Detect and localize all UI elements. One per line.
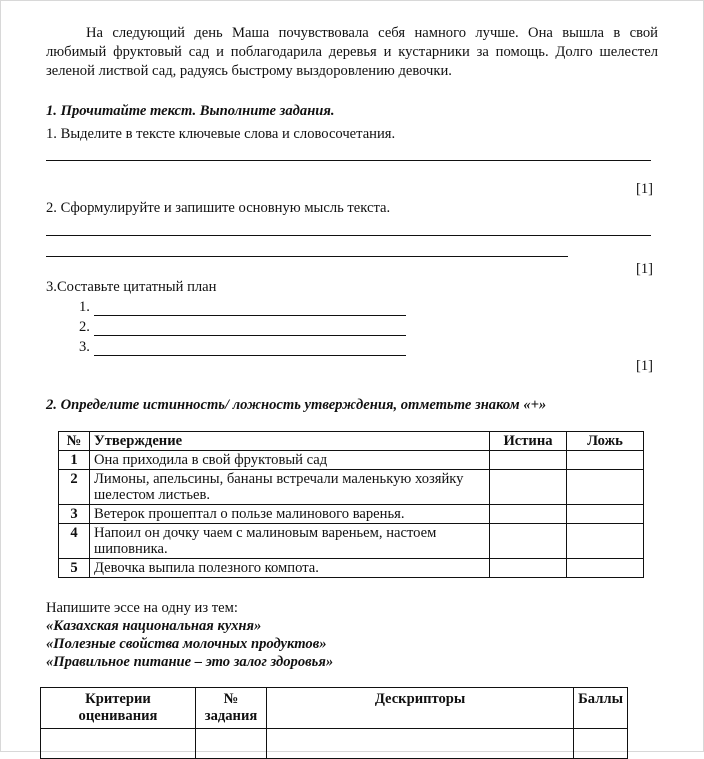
plan-item-line[interactable] xyxy=(94,355,406,356)
table-header-row xyxy=(59,432,644,451)
task2-text: 2. Сформулируйте и запишите основную мысль текста. xyxy=(46,200,391,216)
table-row xyxy=(59,451,644,470)
criteria-table xyxy=(40,687,628,759)
section1-heading: 1. Прочитайте текст. Выполните задания. xyxy=(46,103,335,119)
true-cell[interactable] xyxy=(490,505,567,524)
plan-item-number: 3. xyxy=(79,339,90,355)
header-task-number: № задания xyxy=(196,688,267,729)
criteria-cell xyxy=(574,729,628,759)
header-statement: Утверждение xyxy=(90,432,490,451)
plan-item-line[interactable] xyxy=(94,315,406,316)
header-descriptors: Дескрипторы xyxy=(267,688,574,729)
true-cell[interactable] xyxy=(490,470,567,505)
task3-score: [1] xyxy=(636,358,654,374)
header-number: № xyxy=(59,432,90,451)
table-header-row xyxy=(41,688,628,729)
essay-topic: «Правильное питание – это залог здоровья» xyxy=(46,654,334,670)
answer-line[interactable] xyxy=(46,235,651,236)
criteria-cell xyxy=(41,729,196,759)
row-statement: Лимоны, апельсины, бананы встречали маленькую хозяйку шелестом листьев. xyxy=(90,470,490,505)
criteria-cell xyxy=(267,729,574,759)
false-cell[interactable] xyxy=(567,470,644,505)
plan-item-line[interactable] xyxy=(94,335,406,336)
false-cell[interactable] xyxy=(567,451,644,470)
row-number: 5 xyxy=(59,559,90,578)
essay-topic: «Полезные свойства молочных продуктов» xyxy=(46,636,327,652)
plan-item-number: 2. xyxy=(79,319,90,335)
false-cell[interactable] xyxy=(567,524,644,559)
true-cell[interactable] xyxy=(490,559,567,578)
header-true: Истина xyxy=(490,432,567,451)
task1-score: [1] xyxy=(636,181,654,197)
essay-intro: Напишите эссе на одну из тем: xyxy=(46,600,238,616)
row-number: 3 xyxy=(59,505,90,524)
header-false: Ложь xyxy=(567,432,644,451)
essay-topic: «Казахская национальная кухня» xyxy=(46,618,262,634)
plan-item-number: 1. xyxy=(79,299,90,315)
table-row xyxy=(59,559,644,578)
answer-line[interactable] xyxy=(46,160,651,161)
row-statement: Девочка выпила полезного компота. xyxy=(90,559,490,578)
table-row xyxy=(59,470,644,505)
table-row xyxy=(41,729,628,759)
answer-line[interactable] xyxy=(46,256,568,257)
row-number: 4 xyxy=(59,524,90,559)
true-cell[interactable] xyxy=(490,451,567,470)
story-paragraph: На следующий день Маша почувствовала себя намного лучше. Она вышла в свой любимый фруктовый сад и поблагодарила деревья и кустарники за помощь. Долго шелестел зеленой листвой сад, радуясь быстрому выздоровлению девочки. xyxy=(46,25,658,79)
table-row xyxy=(59,505,644,524)
row-statement: Она приходила в свой фруктовый сад xyxy=(90,451,490,470)
true-false-table xyxy=(58,431,644,578)
row-number: 2 xyxy=(59,470,90,505)
false-cell[interactable] xyxy=(567,505,644,524)
header-points: Баллы xyxy=(574,688,628,729)
header-criteria: Критерии оценивания xyxy=(41,688,196,729)
row-number: 1 xyxy=(59,451,90,470)
false-cell[interactable] xyxy=(567,559,644,578)
task2-score: [1] xyxy=(636,261,654,277)
section2-heading: 2. Определите истинность/ ложность утверждения, отметьте знаком «+» xyxy=(46,397,547,413)
table-row xyxy=(59,524,644,559)
true-cell[interactable] xyxy=(490,524,567,559)
task1-text: 1. Выделите в тексте ключевые слова и словосочетания. xyxy=(46,126,396,142)
criteria-cell xyxy=(196,729,267,759)
row-statement: Ветерок прошептал о пользе малинового варенья. xyxy=(90,505,490,524)
row-statement: Напоил он дочку чаем с малиновым вареньем, настоем шиповника. xyxy=(90,524,490,559)
task3-text: 3.Составьте цитатный план xyxy=(46,279,217,295)
